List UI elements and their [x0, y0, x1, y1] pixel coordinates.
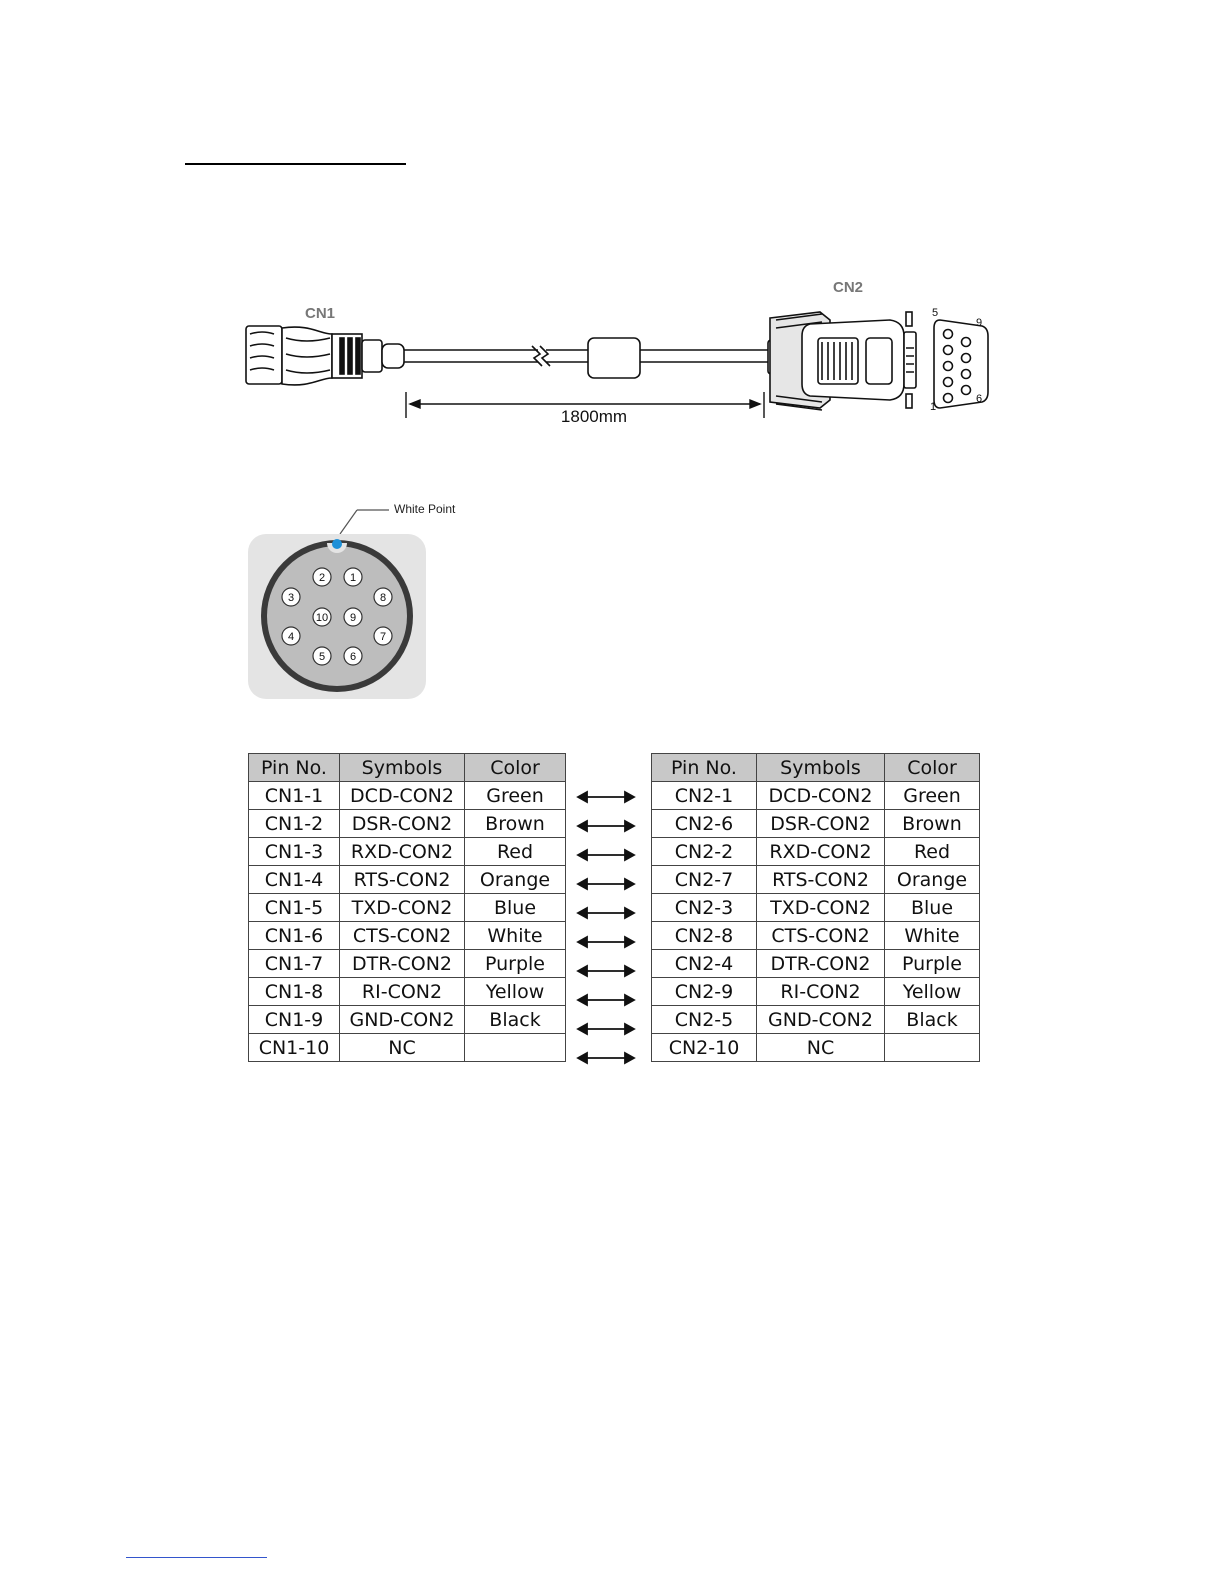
white-point-callout: White Point — [394, 502, 456, 516]
table-row — [652, 1006, 980, 1034]
symbol-cell: RI-CON2 — [340, 978, 465, 1006]
color-cell — [465, 1034, 566, 1062]
table-row — [652, 838, 980, 866]
table-row — [652, 950, 980, 978]
symbol-cell: CTS-CON2 — [340, 922, 465, 950]
table-row — [249, 838, 566, 866]
pin-cell: CN2-9 — [652, 978, 757, 1006]
header-pin-no: Pin No. — [652, 754, 757, 782]
symbol-cell: DCD-CON2 — [340, 782, 465, 810]
symbol-cell: NC — [340, 1034, 465, 1062]
white-point-marker — [332, 539, 342, 549]
table-row — [249, 922, 566, 950]
pin-cell: CN1-6 — [249, 922, 340, 950]
color-cell: Yellow — [465, 978, 566, 1006]
pin-3-label: 3 — [287, 592, 295, 604]
color-cell: Brown — [465, 810, 566, 838]
db9-pin-6-label: 6 — [976, 393, 983, 405]
pin-cell: CN1-7 — [249, 950, 340, 978]
symbol-cell: DSR-CON2 — [757, 810, 885, 838]
color-cell: White — [885, 922, 980, 950]
table-row — [249, 1034, 566, 1062]
table-header-row — [652, 754, 980, 782]
symbol-cell: RXD-CON2 — [340, 838, 465, 866]
symbol-cell: RTS-CON2 — [757, 866, 885, 894]
color-cell: Purple — [465, 950, 566, 978]
pin-cell: CN2-3 — [652, 894, 757, 922]
color-cell: Orange — [885, 866, 980, 894]
color-cell: Purple — [885, 950, 980, 978]
pin-6-label: 6 — [349, 651, 357, 663]
header-color: Color — [885, 754, 980, 782]
header-pin-no: Pin No. — [249, 754, 340, 782]
table-row — [249, 978, 566, 1006]
table-row — [249, 950, 566, 978]
pin-cell: CN1-2 — [249, 810, 340, 838]
color-cell: Black — [465, 1006, 566, 1034]
connection-arrows — [576, 782, 636, 1074]
table-row — [652, 922, 980, 950]
footer-rule — [126, 1557, 267, 1558]
pin-cell: CN1-8 — [249, 978, 340, 1006]
table-row — [652, 978, 980, 1006]
pin-cell: CN2-1 — [652, 782, 757, 810]
pin-cell: CN2-8 — [652, 922, 757, 950]
header-color: Color — [465, 754, 566, 782]
cn1-label: CN1 — [304, 305, 336, 322]
pin-cell: CN2-2 — [652, 838, 757, 866]
color-cell — [885, 1034, 980, 1062]
header-symbols: Symbols — [757, 754, 885, 782]
pin-cell: CN1-4 — [249, 866, 340, 894]
color-cell: Blue — [885, 894, 980, 922]
color-cell: Blue — [465, 894, 566, 922]
color-cell: Orange — [465, 866, 566, 894]
pin-cell: CN2-5 — [652, 1006, 757, 1034]
pin-4-label: 4 — [287, 631, 295, 643]
symbol-cell: RTS-CON2 — [340, 866, 465, 894]
cn2-pin-table — [651, 753, 980, 1062]
table-row — [249, 866, 566, 894]
pin-cell: CN1-10 — [249, 1034, 340, 1062]
symbol-cell: GND-CON2 — [757, 1006, 885, 1034]
cn2-connector — [768, 312, 916, 410]
pin-1-label: 1 — [349, 572, 357, 584]
table-row — [249, 810, 566, 838]
table-row — [652, 1034, 980, 1062]
pin-cell: CN2-10 — [652, 1034, 757, 1062]
table-row — [249, 894, 566, 922]
pin-cell: CN1-1 — [249, 782, 340, 810]
cn1-connector — [246, 326, 404, 385]
color-cell: Green — [465, 782, 566, 810]
pin-5-label: 5 — [318, 651, 326, 663]
symbol-cell: DTR-CON2 — [757, 950, 885, 978]
color-cell: White — [465, 922, 566, 950]
title-underline — [185, 163, 406, 165]
color-cell: Yellow — [885, 978, 980, 1006]
pin-cell: CN1-5 — [249, 894, 340, 922]
pin-cell: CN2-6 — [652, 810, 757, 838]
cn1-pin-table — [248, 753, 566, 1062]
pin-cell: CN2-4 — [652, 950, 757, 978]
double-arrow-icon — [576, 782, 636, 1074]
color-cell: Black — [885, 1006, 980, 1034]
color-cell: Green — [885, 782, 980, 810]
header-symbols: Symbols — [340, 754, 465, 782]
table-row — [652, 810, 980, 838]
symbol-cell: RXD-CON2 — [757, 838, 885, 866]
db9-pin-9-label: 9 — [976, 317, 983, 329]
symbol-cell: DSR-CON2 — [340, 810, 465, 838]
pin-cell: CN2-7 — [652, 866, 757, 894]
cable-drawing — [240, 268, 1000, 438]
color-cell: Red — [465, 838, 566, 866]
symbol-cell: CTS-CON2 — [757, 922, 885, 950]
table-row — [652, 894, 980, 922]
pin-cell: CN1-9 — [249, 1006, 340, 1034]
pin-cell: CN1-3 — [249, 838, 340, 866]
table-header-row — [249, 754, 566, 782]
symbol-cell: DCD-CON2 — [757, 782, 885, 810]
symbol-cell: RI-CON2 — [757, 978, 885, 1006]
table-row — [249, 1006, 566, 1034]
symbol-cell: TXD-CON2 — [340, 894, 465, 922]
color-cell: Red — [885, 838, 980, 866]
table-row — [249, 782, 566, 810]
symbol-cell: GND-CON2 — [340, 1006, 465, 1034]
db9-pin-1-label: 1 — [930, 401, 937, 413]
pin-10-label: 10 — [315, 612, 329, 624]
color-cell: Brown — [885, 810, 980, 838]
length-label: 1800mm — [560, 407, 628, 426]
pin-9-label: 9 — [349, 612, 357, 624]
pin-2-label: 2 — [318, 572, 326, 584]
cn2-label: CN2 — [832, 279, 864, 296]
pin-7-label: 7 — [379, 631, 387, 643]
symbol-cell: DTR-CON2 — [340, 950, 465, 978]
symbol-cell: TXD-CON2 — [757, 894, 885, 922]
cable-line — [404, 338, 768, 378]
symbol-cell: NC — [757, 1034, 885, 1062]
db9-pin-5-label: 5 — [932, 307, 939, 319]
table-row — [652, 866, 980, 894]
pin-8-label: 8 — [379, 592, 387, 604]
cn1-pinout-diagram — [245, 496, 475, 706]
table-row — [652, 782, 980, 810]
